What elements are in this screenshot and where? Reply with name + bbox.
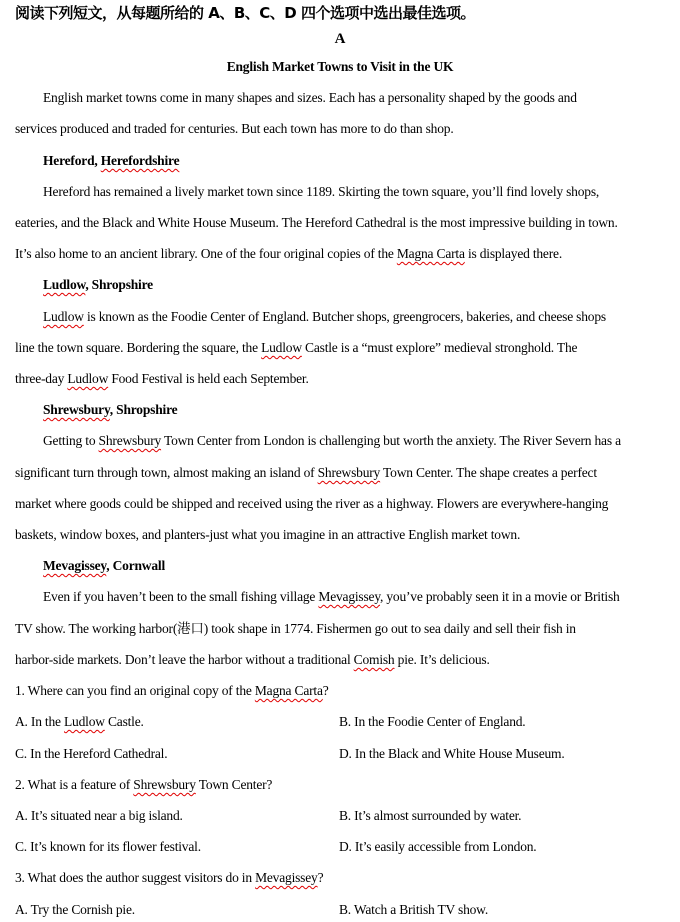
text: Even if you haven’t been to the small fishing village [43,589,319,604]
article-title: English Market Towns to Visit in the UK [226,59,454,74]
spellcheck-word: Shrewsbury [43,402,110,417]
spellcheck-word: Herefordshire [100,153,180,168]
heading-text: , Cornwall [106,558,166,573]
shrewsbury-line-4: baskets, window boxes, and planters-just what you imagine in an attractive English market town. [15,527,521,542]
text: harbor-side markets. Don’t leave the harbor without a traditional [15,652,354,667]
question-2-options-row-1 [0,807,680,825]
option-b[interactable]: B. In the Foodie Center of England. [339,714,526,729]
instruction-text: 阅读下列短文，从每题所给的 A、B、C、D 四个选项中选出最佳选项。 [15,4,475,22]
spellcheck-word: Ludlow [261,340,302,355]
spellcheck-word: Magna Carta [396,246,465,261]
spellcheck-word: Magna Carta [254,683,323,698]
spellcheck-word: Ludlow [43,277,86,292]
mevagissey-line-1 [43,588,670,606]
heading-hereford [43,152,670,170]
text: Town Center. The shape creates a perfect [380,465,597,480]
spellcheck-word: Ludlow [43,309,84,324]
spellcheck-word: Mevagissey [43,558,107,573]
spellcheck-word: Shrewsbury [98,433,162,448]
text: Town Center from London is challenging but worth the anxiety. The River Severn has a [161,433,621,448]
text: ? [317,870,324,885]
hereford-line-1: Hereford has remained a lively market town since 1189. Skirting the town square, you’ll find lovely shops, [43,184,600,199]
mevagissey-line-2: TV show. The working harbor(港口) took shape in 1774. Fishermen go out to sea daily and sell their fish in [15,621,576,636]
shrewsbury-line-2 [15,464,670,482]
question-1-options-row-2 [0,745,680,763]
text: significant turn through town, almost making an island of [15,465,318,480]
heading-text: Hereford, [43,153,101,168]
option-d[interactable]: D. It’s easily accessible from London. [339,839,537,854]
heading-ludlow [43,276,670,294]
spellcheck-word: Ludlow [64,714,105,729]
text: ? [322,683,329,698]
spellcheck-word: Shrewsbury [317,465,381,480]
question-1 [15,682,670,700]
spellcheck-word: Mevagissey [318,589,381,604]
mevagissey-line-3 [15,651,670,669]
heading-text: , Shropshire [85,277,153,292]
option-c[interactable]: C. In the Hereford Cathedral. [15,746,168,761]
ludlow-line-1 [43,308,670,326]
hereford-line-3 [15,245,670,263]
text: 2. What is a feature of [15,777,134,792]
option-b[interactable]: B. Watch a British TV show. [339,902,489,917]
text: is displayed there. [464,246,562,261]
text: Castle. [104,714,144,729]
question-1-options-row-1 [0,713,680,731]
option-d[interactable]: D. In the Black and White House Museum. [339,746,565,761]
spellcheck-word: Shrewsbury [133,777,196,792]
shrewsbury-line-3: market where goods could be shipped and received using the river as a highway. Flowers are everywhere-hanging [15,496,609,511]
option-b[interactable]: B. It’s almost surrounded by water. [339,808,522,823]
shrewsbury-line-1 [43,432,670,450]
option-a[interactable]: A. It’s situated near a big island. [15,808,183,823]
intro-line-2: services produced and traded for centuries. But each town has more to do than shop. [15,121,454,136]
option-a[interactable]: A. Try the Cornish pie. [15,902,135,917]
text: line the town square. Bordering the square, the [15,340,262,355]
text: 1. Where can you find an original copy of the [15,683,255,698]
text: 3. What does the author suggest visitors do in [15,870,256,885]
hereford-line-2: eateries, and the Black and White House Museum. The Hereford Cathedral is the most impressive building in town. [15,215,618,230]
ludlow-line-2 [15,339,670,357]
option-a[interactable] [15,713,144,731]
text: It’s also home to an ancient library. One of the four original copies of the [15,246,397,261]
text: A. In the [15,714,64,729]
spellcheck-word: Ludlow [67,371,109,386]
text: Castle is a “must explore” medieval stronghold. The [301,340,578,355]
text: , you’ve probably seen it in a movie or British [380,589,620,604]
question-2 [15,776,670,794]
spellcheck-word: Comish [353,652,395,667]
text: Getting to [43,433,99,448]
ludlow-line-3 [15,370,670,388]
heading-text: , Shropshire [109,402,178,417]
option-c[interactable]: C. It’s known for its flower festival. [15,839,201,854]
question-3 [15,869,670,887]
section-label: A [334,31,346,47]
question-2-options-row-2 [0,838,680,856]
heading-shrewsbury [43,401,670,419]
heading-mevagissey [43,557,670,575]
intro-line-1: English market towns come in many shapes and sizes. Each has a personality shaped by the goods and [43,90,577,105]
text: three-day [15,371,68,386]
text: Town Center? [195,777,273,792]
text: is known as the Foodie Center of England. Butcher shops, greengrocers, bakeries, and cheese shops [83,309,606,324]
text: Food Festival is held each September. [108,371,309,386]
question-3-options-row-1 [0,901,680,919]
spellcheck-word: Mevagissey [255,870,318,885]
text: pie. It’s delicious. [394,652,490,667]
